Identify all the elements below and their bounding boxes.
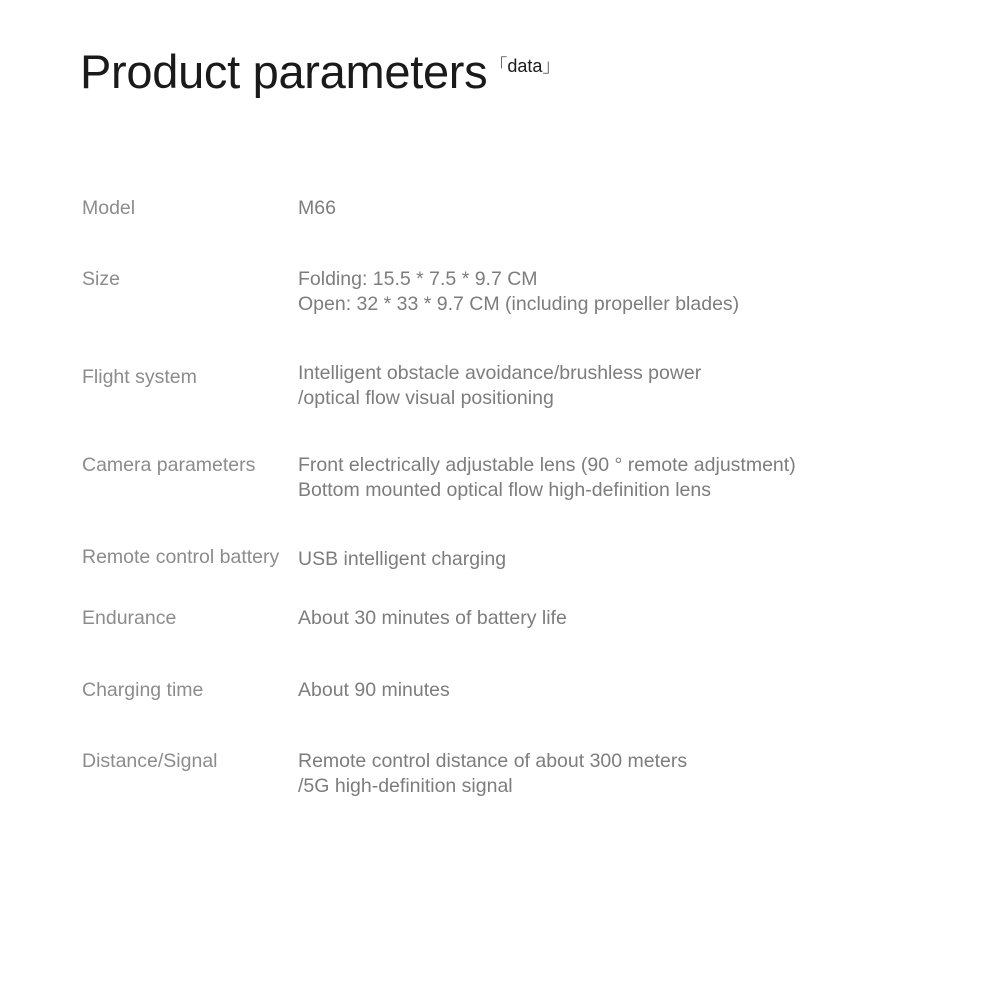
spec-value (298, 196, 932, 267)
table-row (82, 361, 932, 453)
spec-label: Camera parameters (82, 454, 256, 476)
table-row (82, 749, 932, 799)
spec-value (298, 453, 932, 545)
spec-value-line: About 30 minutes of battery life (298, 607, 567, 629)
spec-value-line: Intelligent obstacle avoidance/brushless power (298, 362, 702, 384)
table-row (82, 196, 932, 267)
spec-label: Model (82, 197, 136, 219)
table-row (82, 678, 932, 749)
spec-label: Flight system (82, 366, 197, 388)
spec-label: Charging time (82, 679, 204, 701)
spec-label: Distance/Signal (82, 750, 218, 772)
spec-value-line: USB intelligent charging (298, 548, 507, 570)
spec-value-line: About 90 minutes (298, 679, 450, 701)
spec-value-line: Open: 32 * 33 * 9.7 CM (including propeller blades) (298, 293, 740, 315)
table-row (82, 267, 932, 361)
page-title-text: Product parameters (80, 45, 488, 98)
specifications-table (82, 196, 932, 799)
spec-value-line: Folding: 15.5 * 7.5 * 9.7 CM (298, 268, 538, 290)
spec-value (298, 267, 932, 361)
table-row (82, 453, 932, 545)
spec-value (298, 678, 932, 749)
page-title-superscript: 「data」 (489, 56, 561, 76)
table-row (82, 606, 932, 678)
spec-value-line: Front electrically adjustable lens (90 ° remote adjustment) (298, 454, 796, 476)
spec-value-line: Remote control distance of about 300 meters (298, 750, 688, 772)
spec-label: Size (82, 268, 120, 290)
spec-value-line: Bottom mounted optical flow high-definition lens (298, 479, 711, 501)
spec-value (298, 545, 932, 606)
spec-value-line: /5G high-definition signal (298, 775, 513, 797)
table-row (82, 545, 932, 606)
spec-label: Endurance (82, 607, 177, 629)
spec-value-line: M66 (298, 197, 336, 219)
spec-value-line: /optical flow visual positioning (298, 387, 554, 409)
page-title (80, 45, 561, 98)
spec-value (298, 361, 932, 453)
spec-label: Remote control battery (82, 546, 280, 568)
spec-value (298, 749, 932, 799)
spec-value (298, 606, 932, 678)
